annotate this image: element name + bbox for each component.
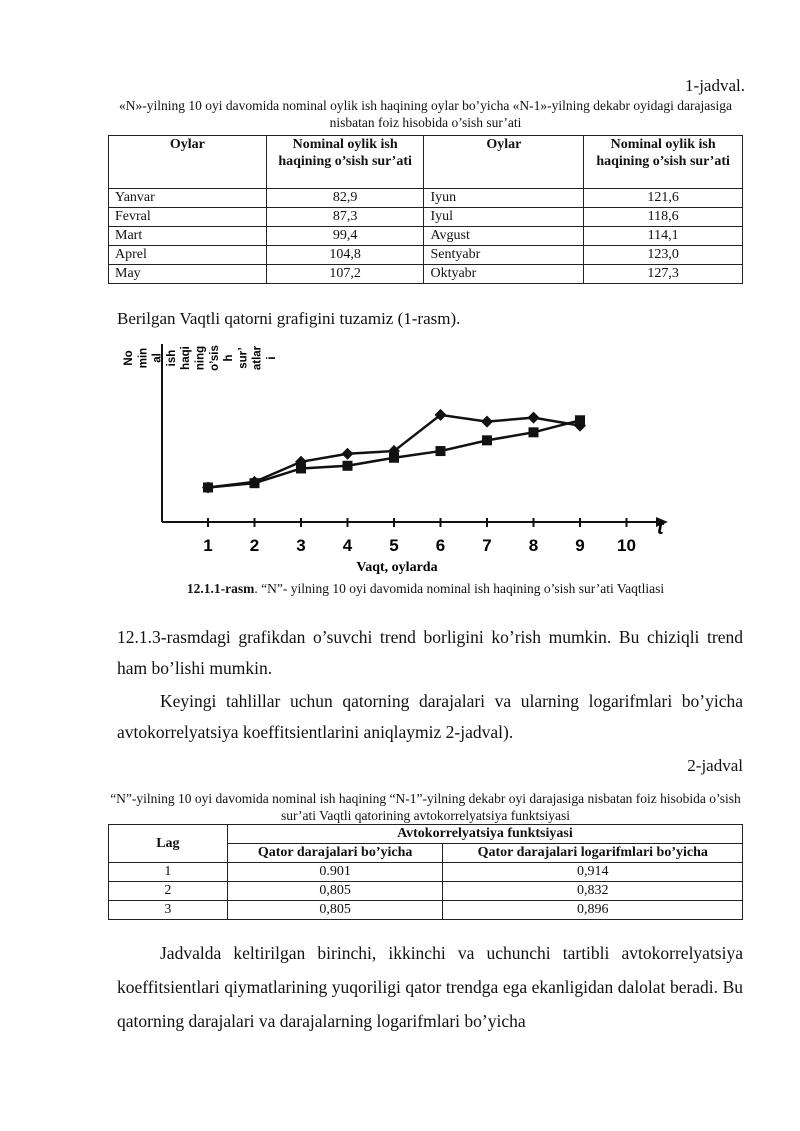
x-tick-label: 1: [203, 536, 213, 555]
table2-header-logs: Qator darajalari logarifmlari bo’yicha: [443, 844, 743, 863]
y-axis-label-word: ish: [165, 349, 178, 367]
x-axis-title: Vaqt, oylarda: [356, 560, 438, 575]
value-cell: 0.901: [227, 863, 443, 882]
value-cell: 118,6: [584, 208, 743, 227]
month-cell: Fevral: [109, 208, 267, 227]
y-axis-label-word: ning: [194, 345, 207, 371]
value-cell: 123,0: [584, 246, 743, 265]
month-cell: Aprel: [109, 246, 267, 265]
month-cell: Yanvar: [109, 189, 267, 208]
value-cell: 0,896: [443, 901, 743, 920]
table1: [108, 135, 743, 284]
growth-line-chart: [108, 336, 678, 578]
table-row: [109, 901, 743, 920]
y-axis-label-word: sur’: [237, 347, 250, 369]
square-marker: [436, 446, 446, 456]
x-tick-label: 6: [435, 536, 446, 555]
month-cell: Avgust: [424, 227, 584, 246]
table2-header-row: [109, 825, 743, 844]
table2-header-lag: Lag: [109, 825, 228, 863]
square-marker: [343, 461, 353, 471]
paragraph-trend: 12.1.3-rasmdagi grafikdan o’suvchi trend borligini ko’rish mumkin. Bu chiziqli trend ham bo’lishi mumkin.: [117, 627, 743, 678]
diamond-marker: [528, 412, 540, 424]
table2-header-group: Avtokorrelyatsiya funktsiyasi: [227, 825, 742, 844]
month-cell: Sentyabr: [424, 246, 584, 265]
table1-caption: «N»-yilning 10 oyi davomida nominal oylik ish haqining oylar bo’yicha «N-1»-yilning dekabr oyidagi darajasiga nisbatan foiz hisobida o’sish sur’ati: [118, 98, 732, 130]
table-row: [109, 227, 743, 246]
x-tick-label: 2: [249, 536, 260, 555]
x-tick-label: 7: [482, 536, 492, 555]
lag-cell: 3: [109, 901, 228, 920]
value-cell: 127,3: [584, 265, 743, 284]
value-cell: 0,832: [443, 882, 743, 901]
diamond-marker: [481, 416, 493, 428]
table1-label: 1-jadval.: [685, 76, 745, 95]
y-axis-label-word: min: [137, 347, 150, 369]
y-axis-label-word: atlar: [251, 345, 264, 371]
x-tick-label: 3: [296, 536, 306, 555]
value-cell: 107,2: [266, 265, 424, 284]
diamond-marker: [342, 448, 354, 460]
table1-header-growth-2: Nominal oylik ish haqining o’sish sur’ati: [584, 136, 743, 189]
square-marker: [529, 427, 539, 437]
value-cell: 87,3: [266, 208, 424, 227]
table-row: [109, 863, 743, 882]
table2: [108, 824, 743, 920]
y-axis-label-word: o’sis: [208, 345, 221, 371]
lag-cell: 2: [109, 882, 228, 901]
month-cell: Mart: [109, 227, 267, 246]
table-row: [109, 246, 743, 265]
paragraph-analysis: Keyingi tahlillar uchun qatorning darajalari va ularning logarifmlari bo’yicha avtokorrelyatsiya koeffitsientlarini aniqlaymiz 2-jadval).: [117, 691, 743, 742]
x-tick-label: 4: [342, 536, 353, 555]
intro-text: Berilgan Vaqtli qatorni grafigini tuzamiz (1-rasm).: [117, 309, 461, 328]
y-axis-label-word: al: [151, 353, 164, 363]
value-cell: 82,9: [266, 189, 424, 208]
month-cell: Iyun: [424, 189, 584, 208]
value-cell: 0,914: [443, 863, 743, 882]
month-cell: May: [109, 265, 267, 284]
table1-header-row: [109, 136, 743, 189]
x-tick-label: 10: [617, 536, 636, 555]
table2-caption: “N”-yilning 10 oyi davomida nominal ish haqining “N-1”-yilning dekabr oyi darajasiga nisbatan foiz hisobida o’sish sur’ati Vaqtli qatorining avtokorrelyatsiya funktsiyasi: [110, 791, 741, 823]
table1-header-growth-1: Nominal oylik ish haqining o’sish sur’ati: [266, 136, 424, 189]
table2-label: 2-jadval: [687, 756, 743, 775]
value-cell: 99,4: [266, 227, 424, 246]
value-cell: 104,8: [266, 246, 424, 265]
x-tick-label: 8: [528, 536, 539, 555]
table1-header-months-2: Oylar: [424, 136, 584, 189]
table-row: [109, 208, 743, 227]
value-cell: 0,805: [227, 901, 443, 920]
y-axis-label-word: No: [123, 350, 135, 366]
table-row: [109, 189, 743, 208]
month-cell: Iyul: [424, 208, 584, 227]
table1-header-months-1: Oylar: [109, 136, 267, 189]
y-axis-label-word: h: [223, 354, 236, 362]
figure-number: 12.1.1-rasm: [186, 581, 255, 596]
table-row: [109, 882, 743, 901]
table2-header-levels: Qator darajalari bo’yicha: [227, 844, 443, 863]
x-axis-arrow-label: t: [657, 517, 664, 539]
lag-cell: 1: [109, 863, 228, 882]
x-tick-label: 9: [575, 536, 585, 555]
figure-caption-text: . “N”- yilning 10 oyi davomida nominal ish haqining o’sish sur’ati Vaqtliasi: [254, 581, 665, 596]
x-tick-label: 5: [389, 536, 399, 555]
paragraph-conclusion: Jadvalda keltirilgan birinchi, ikkinchi va uchunchi tartibli avtokorrelyatsiya koeffitsientlari qiymatlarining yuqoriligi qator trendga ega ekanligidan dalolat beradi. Bu qatorning darajalari va darajalarning logarifmlari bo’yicha: [117, 943, 743, 1031]
value-cell: 121,6: [584, 189, 743, 208]
y-axis-label-word: i: [266, 356, 278, 360]
y-axis-label-word: haqi: [180, 346, 193, 370]
value-cell: 0,805: [227, 882, 443, 901]
table-row: [109, 265, 743, 284]
value-cell: 114,1: [584, 227, 743, 246]
figure-caption: [108, 581, 743, 597]
square-marker: [482, 435, 492, 445]
month-cell: Oktyabr: [424, 265, 584, 284]
